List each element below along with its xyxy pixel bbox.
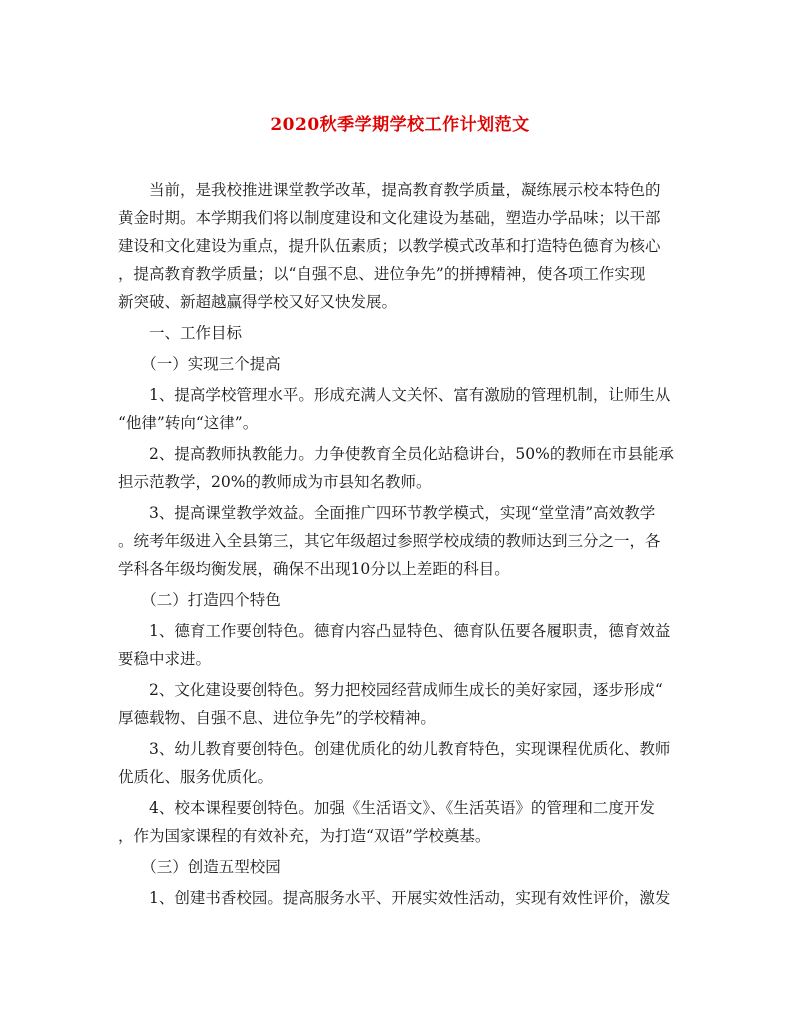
- paragraph-line: 担示范教学，20%的教师成为市县知名教师。: [118, 473, 432, 491]
- subsection-heading: （二）打造四个特色: [118, 591, 281, 609]
- paragraph-line: 黄金时期。本学期我们将以制度建设和文化建设为基础，塑造办学品味；以干部: [118, 209, 661, 227]
- paragraph-line: 2、提高教师执教能力。力争使教育全员化站稳讲台，50%的教师在市县能承: [118, 445, 674, 463]
- paragraph-line: 3、提高课堂教学效益。全面推广四环节教学模式，实现“堂堂清”高效教学: [118, 504, 656, 522]
- paragraph-line: ，作为国家课程的有效补充，为打造“双语”学校奠基。: [118, 827, 491, 845]
- paragraph-line: 要稳中求进。: [118, 650, 212, 668]
- paragraph-line: 当前，是我校推进课堂教学改革，提高教育教学质量，凝练展示校本特色的: [118, 181, 661, 199]
- subsection-heading: （三）创造五型校园: [118, 858, 281, 876]
- paragraph-line: 1、德育工作要创特色。德育内容凸显特色、德育队伍要各履职责，德育效益: [118, 622, 671, 640]
- document-title: 2020秋季学期学校工作计划范文: [270, 115, 530, 135]
- paragraph-line: 学科各年级均衡发展，确保不出现10分以上差距的科目。: [118, 560, 510, 578]
- subsection-heading: （一）实现三个提高: [118, 355, 281, 373]
- section-heading: 一、工作目标: [118, 324, 243, 342]
- document-body: [118, 176, 686, 912]
- paragraph-line: 1、创建书香校园。提高服务水平、开展实效性活动，实现有效性评价，激发: [118, 889, 671, 907]
- paragraph-line: 3、幼儿教育要创特色。创建优质化的幼儿教育特色，实现课程优质化、教师: [118, 740, 671, 758]
- paragraph-line: 。统考年级进入全县第三，其它年级超过参照学校成绩的教师达到三分之一，各: [118, 532, 661, 550]
- paragraph-line: 厚德载物、自强不息、进位争先”的学校精神。: [118, 709, 436, 727]
- paragraph-line: 4、校本课程要创特色。加强《生活语文》、《生活英语》的管理和二度开发: [118, 799, 655, 817]
- paragraph-line: ，提高教育教学质量；以“自强不息、进位争先”的拼搏精神，使各项工作实现: [118, 265, 646, 283]
- paragraph-line: 新突破、新超越赢得学校又好又快发展。: [118, 293, 398, 311]
- paragraph-line: 1、提高学校管理水平。形成充满人文关怀、富有激励的管理机制，让师生从: [118, 386, 671, 404]
- paragraph-line: 2、文化建设要创特色。努力把校园经营成师生成长的美好家园，逐步形成“: [118, 681, 663, 699]
- paragraph-line: “他律”转向“这律”。: [118, 414, 259, 432]
- paragraph-line: 优质化、服务优质化。: [118, 768, 274, 786]
- paragraph-line: 建设和文化建设为重点，提升队伍素质；以教学模式改革和打造特色德育为核心: [118, 237, 661, 255]
